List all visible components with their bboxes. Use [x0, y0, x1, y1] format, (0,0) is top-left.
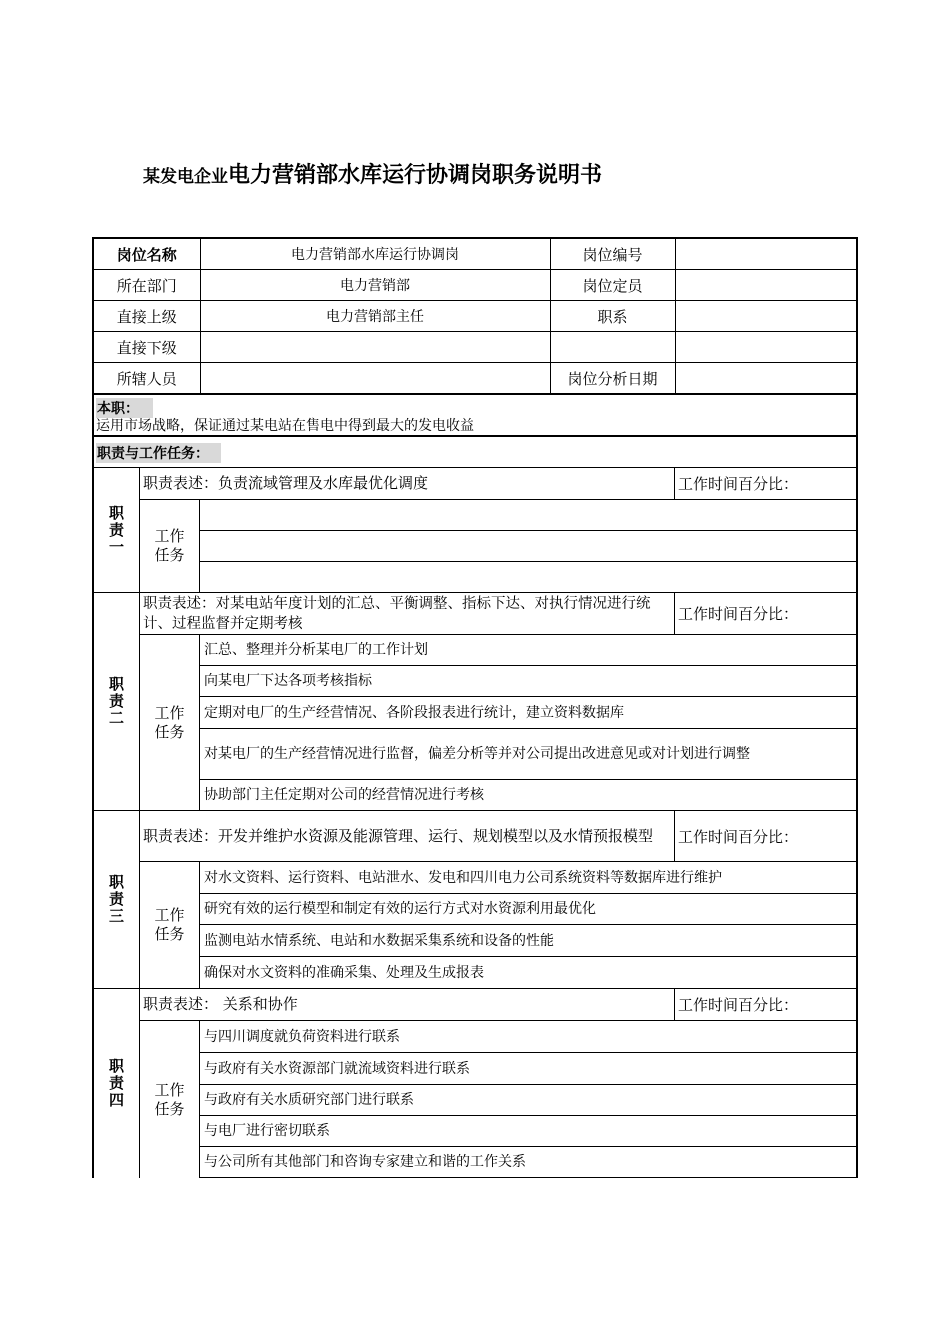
task-item: 确保对水文资料的准确采集、处理及生成报表 — [200, 956, 856, 988]
work-tasks-label: 工作任务 — [140, 634, 200, 810]
quota-value — [675, 270, 856, 301]
task-item — [200, 499, 856, 530]
work-tasks-label: 工作任务 — [140, 499, 200, 592]
task-item: 与四川调度就负荷资料进行联系 — [200, 1020, 856, 1052]
post-name-label: 岗位名称 — [94, 239, 200, 270]
task-item: 汇总、整理并分析某电厂的工作计划 — [200, 634, 856, 665]
duty-label: 职责一 — [94, 468, 140, 592]
title-main: 电力营销部水库运行协调岗职务说明书 — [228, 163, 603, 188]
job-description-form — [92, 237, 858, 1178]
duty-description: 职责表述： 负责流域管理及水库最优化调度 — [140, 468, 675, 499]
post-name-value: 电力营销部水库运行协调岗 — [200, 239, 550, 270]
title-prefix: 某发电企业 — [143, 167, 228, 187]
summary-text: 运用市场战略，保证通过某电站在售电中得到最大的发电收益 — [96, 418, 474, 434]
task-item: 研究有效的运行模型和制定有效的运行方式对水资源利用最优化 — [200, 893, 856, 924]
task-item: 与公司所有其他部门和咨询专家建立和谐的工作关系 — [200, 1146, 856, 1178]
blank-cell — [675, 332, 856, 363]
duty-label: 职责二 — [94, 593, 140, 810]
task-item — [200, 561, 856, 592]
summary-label: 本职： — [96, 398, 153, 418]
task-item: 监测电站水情系统、电站和水数据采集系统和设备的性能 — [200, 924, 856, 956]
summary-section — [94, 394, 856, 435]
post-no-label: 岗位编号 — [550, 239, 675, 270]
task-item: 定期对电厂的生产经营情况、各阶段报表进行统计，建立资料数据库 — [200, 696, 856, 728]
duty-block-1 — [94, 467, 856, 592]
dept-label: 所在部门 — [94, 270, 200, 301]
time-percentage-label: 工作时间百分比： — [678, 827, 799, 846]
managed-label: 所辖人员 — [94, 363, 200, 394]
duty-block-3 — [94, 810, 856, 988]
analysis-date-label: 岗位分析日期 — [550, 363, 675, 394]
table-row — [94, 270, 856, 301]
work-tasks-label: 工作任务 — [140, 861, 200, 988]
analysis-date-value — [675, 363, 856, 394]
task-item: 对某电厂的生产经营情况进行监督，偏差分析等并对公司提出改进意见或对计划进行调整 — [200, 728, 856, 779]
superior-label: 直接上级 — [94, 301, 200, 332]
time-percentage-label: 工作时间百分比： — [678, 996, 799, 1014]
quota-label: 岗位定员 — [550, 270, 675, 301]
superior-value: 电力营销部主任 — [200, 301, 550, 332]
series-label: 职系 — [550, 301, 675, 332]
document-title — [143, 158, 602, 189]
time-percentage-label: 工作时间百分比： — [678, 475, 799, 493]
duties-header — [94, 435, 856, 467]
duty-label: 职责四 — [94, 989, 140, 1178]
dept-value: 电力营销部 — [200, 270, 550, 301]
task-item: 与电厂进行密切联系 — [200, 1115, 856, 1146]
blank-cell — [550, 332, 675, 363]
task-item: 对水文资料、运行资料、电站泄水、发电和四川电力公司系统资料等数据库进行维护 — [200, 861, 856, 893]
task-item: 协助部门主任定期对公司的经营情况进行考核 — [200, 779, 856, 810]
task-item: 与政府有关水质研究部门进行联系 — [200, 1084, 856, 1115]
duty-description: 职责表述： 关系和协作 — [140, 989, 675, 1020]
subordinate-label: 直接下级 — [94, 332, 200, 363]
table-row — [94, 363, 856, 394]
table-row — [94, 239, 856, 270]
series-value — [675, 301, 856, 332]
post-no-value — [675, 239, 856, 270]
task-item — [200, 530, 856, 561]
time-percentage-label: 工作时间百分比： — [678, 605, 799, 623]
managed-value — [200, 363, 550, 394]
duty-block-4 — [94, 988, 856, 1178]
duty-description: 职责表述：对某电站年度计划的汇总、平衡调整、指标下达、对执行情况进行统计、过程监督并定期考核 — [140, 593, 675, 634]
work-tasks-label: 工作任务 — [140, 1020, 200, 1178]
task-item: 向某电厂下达各项考核指标 — [200, 665, 856, 696]
duty-block-2 — [94, 592, 856, 810]
task-item: 与政府有关水资源部门就流域资料进行联系 — [200, 1052, 856, 1084]
basic-info-table — [94, 239, 856, 394]
duty-description: 职责表述：开发并维护水资源及能源管理、运行、规划模型以及水情预报模型 — [140, 811, 675, 861]
subordinate-value — [200, 332, 550, 363]
duties-header-label: 职责与工作任务： — [96, 443, 221, 463]
duty-label: 职责三 — [94, 811, 140, 988]
table-row — [94, 301, 856, 332]
table-row — [94, 332, 856, 363]
